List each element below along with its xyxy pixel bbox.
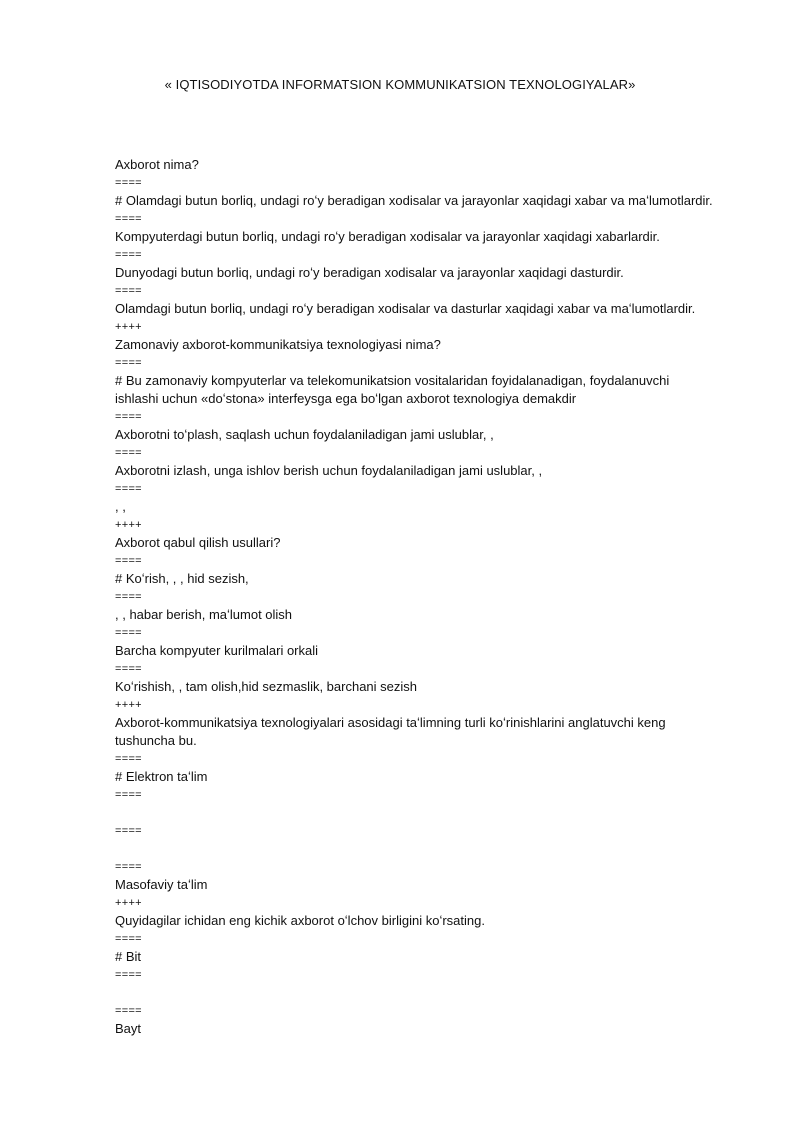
text-line: Dunyodagi butun borliq, undagi roʻy beradigan xodisalar va jarayonlar xaqidagi dasturdir. xyxy=(115,265,624,280)
correct-answer-line: # Elektron taʻlim xyxy=(115,769,208,784)
document-body xyxy=(115,156,755,1038)
correct-answer-line: # Bit xyxy=(115,949,142,964)
correct-answer-line: # Olamdagi butun borliq, undagi roʻy beradigan xodisalar va jarayonlar xaqidagi xabar va maʻlumotlardir. xyxy=(115,193,713,208)
answer-separator: ==== xyxy=(115,753,142,765)
answer-separator: ==== xyxy=(115,933,142,945)
text-line: tushuncha bu. xyxy=(115,733,197,748)
answer-separator: ==== xyxy=(115,357,142,369)
text-line: Barcha kompyuter kurilmalari orkali xyxy=(115,643,319,658)
text-line: , , xyxy=(115,499,126,514)
text-line: Axborotni izlash, unga ishlov berish uchun foydalaniladigan jami uslublar, , xyxy=(115,463,543,478)
answer-separator: ==== xyxy=(115,1005,142,1017)
answer-separator: ==== xyxy=(115,213,142,225)
text-line: Masofaviy taʻlim xyxy=(115,877,208,892)
answer-separator: ==== xyxy=(115,411,142,423)
answer-separator: ==== xyxy=(115,789,142,801)
answer-separator: ==== xyxy=(115,591,142,603)
answer-separator: ==== xyxy=(115,483,142,495)
answer-separator: ==== xyxy=(115,447,142,459)
answer-separator: ==== xyxy=(115,249,142,261)
text-line: ishlashi uchun «doʻstona» interfeysga ega boʻlgan axborot texnologiya demakdir xyxy=(115,391,577,406)
answer-separator: ==== xyxy=(115,663,142,675)
answer-separator: ==== xyxy=(115,861,142,873)
text-line: Axborot-kommunikatsiya texnologiyalari asosidagi taʻlimning turli koʻrinishlarini anglatuvchi keng xyxy=(115,715,666,730)
text-line: Zamonaviy axborot-kommunikatsiya texnologiyasi nima? xyxy=(115,337,441,352)
question-separator: ++++ xyxy=(115,519,142,531)
text-line: Koʻrishish, , tam olish,hid sezmaslik, barchani sezish xyxy=(115,679,418,694)
text-line: Quyidagilar ichidan eng kichik axborot oʻlchov birligini koʻrsating. xyxy=(115,913,485,928)
correct-answer-line: # Bu zamonaviy kompyuterlar va telekomunikatsion vositalaridan foyidalanadigan, foydalanuvchi xyxy=(115,373,670,388)
answer-separator: ==== xyxy=(115,555,142,567)
text-line: Olamdagi butun borliq, undagi roʻy beradigan xodisalar va dasturlar xaqidagi xabar va maʻlumotlardir. xyxy=(115,301,696,316)
correct-answer-line: # Koʻrish, , , hid sezish, xyxy=(115,571,249,586)
answer-separator: ==== xyxy=(115,627,142,639)
answer-separator: ==== xyxy=(115,285,142,297)
text-line: Axborot qabul qilish usullari? xyxy=(115,535,281,550)
text-line xyxy=(115,840,755,858)
text-line: Kompyuterdagi butun borliq, undagi roʻy beradigan xodisalar va jarayonlar xaqidagi xabarlardir. xyxy=(115,229,660,244)
text-line xyxy=(115,804,755,822)
answer-separator: ==== xyxy=(115,969,142,981)
question-separator: ++++ xyxy=(115,699,142,711)
text-line: Bayt xyxy=(115,1021,142,1036)
answer-separator: ==== xyxy=(115,177,142,189)
document-title: « IQTISODIYOTDA INFORMATSION KOMMUNIKATSION TEXNOLOGIYALAR» xyxy=(164,77,636,92)
question-separator: ++++ xyxy=(115,321,142,333)
answer-separator: ==== xyxy=(115,825,142,837)
text-line: Axborot nima? xyxy=(115,157,199,172)
question-separator: ++++ xyxy=(115,897,142,909)
text-line: , , habar berish, maʻlumot olish xyxy=(115,607,293,622)
text-line: Axborotni toʻplash, saqlash uchun foydalaniladigan jami uslublar, , xyxy=(115,427,494,442)
text-line xyxy=(115,984,755,1002)
